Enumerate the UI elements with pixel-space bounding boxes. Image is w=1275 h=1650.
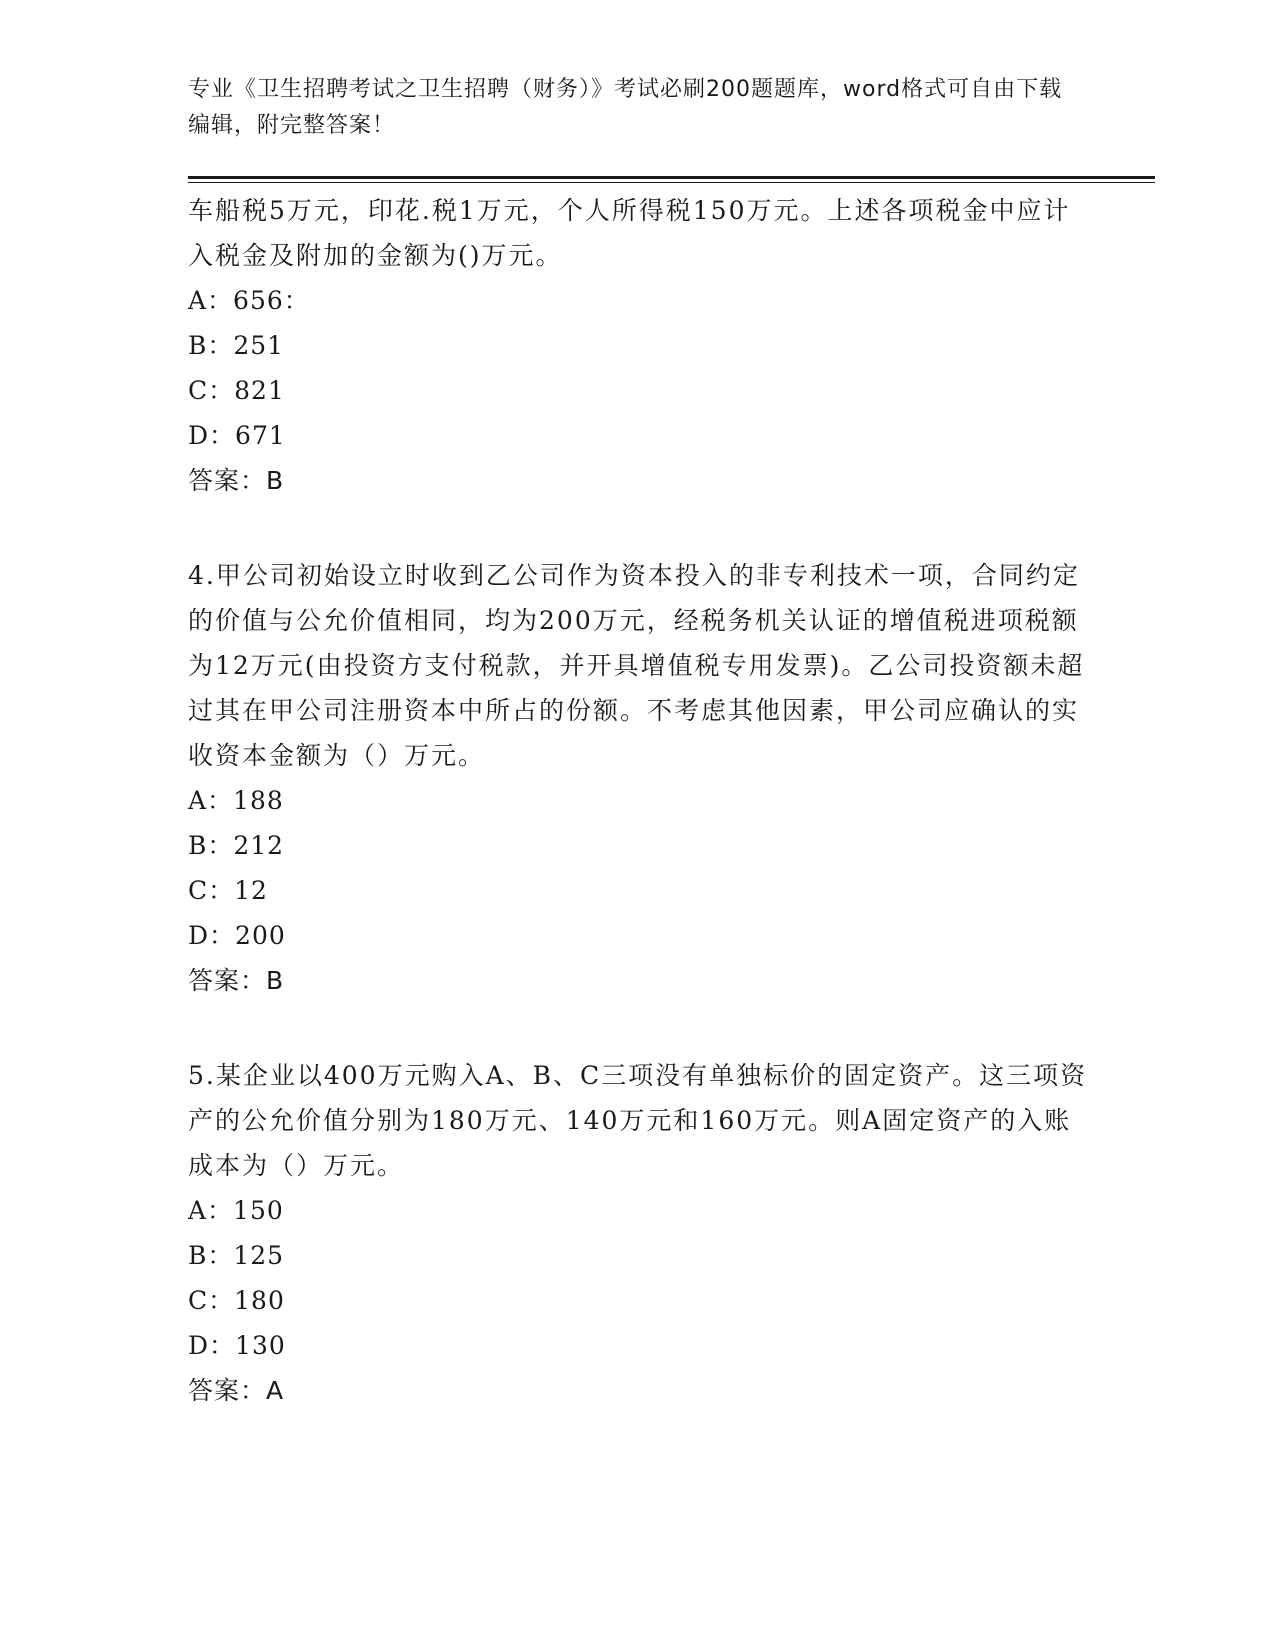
option-a: A：150 xyxy=(188,1196,284,1225)
option-c: C：12 xyxy=(188,876,268,905)
option-a: A：188 xyxy=(188,786,284,815)
option-d: D：200 xyxy=(188,921,286,950)
question-text: 车船税5万元，印花.税1万元，个人所得税150万元。上述各项税金中应计入税金及附加的金额为()万元。 xyxy=(188,196,1071,270)
option-b: B：251 xyxy=(188,331,285,360)
question-block xyxy=(188,188,1088,503)
answer-line: 答案：B xyxy=(188,466,285,495)
header-divider-thin xyxy=(188,182,1155,183)
option-c: C：821 xyxy=(188,376,285,405)
document-header: 专业《卫生招聘考试之卫生招聘（财务）》考试必刷200题题库，word格式可自由下载编辑，附完整答案！ xyxy=(188,77,1063,138)
option-b: B：212 xyxy=(188,831,285,860)
header-divider-thick xyxy=(188,176,1155,179)
option-d: D：671 xyxy=(188,421,286,450)
option-c: C：180 xyxy=(188,1286,285,1315)
option-b: B：125 xyxy=(188,1241,285,1270)
option-a: A：656： xyxy=(188,286,310,315)
question-block xyxy=(188,1053,1088,1413)
question-text: 4.甲公司初始设立时收到乙公司作为资本投入的非专利技术一项，合同约定的价值与公允价值相同，均为200万元，经税务机关认证的增值税进项税额为12万元(由投资方支付税款，并开具增值税专用发票)。乙公司投资额未超过其在甲公司注册资本中所占的份额。不考虑其他因素，甲公司应确认的实收资本金额为（）万元。 xyxy=(188,561,1085,770)
question-list xyxy=(188,188,1088,1413)
spacer xyxy=(188,1003,1088,1053)
answer-line: 答案：A xyxy=(188,1376,285,1405)
question-block xyxy=(188,553,1088,1003)
question-text: 5.某企业以400万元购入A、B、C三项没有单独标价的固定资产。这三项资产的公允价值分别为180万元、140万元和160万元。则A固定资产的入账成本为（）万元。 xyxy=(188,1061,1088,1180)
answer-line: 答案：B xyxy=(188,966,285,995)
spacer xyxy=(188,503,1088,553)
option-d: D：130 xyxy=(188,1331,286,1360)
